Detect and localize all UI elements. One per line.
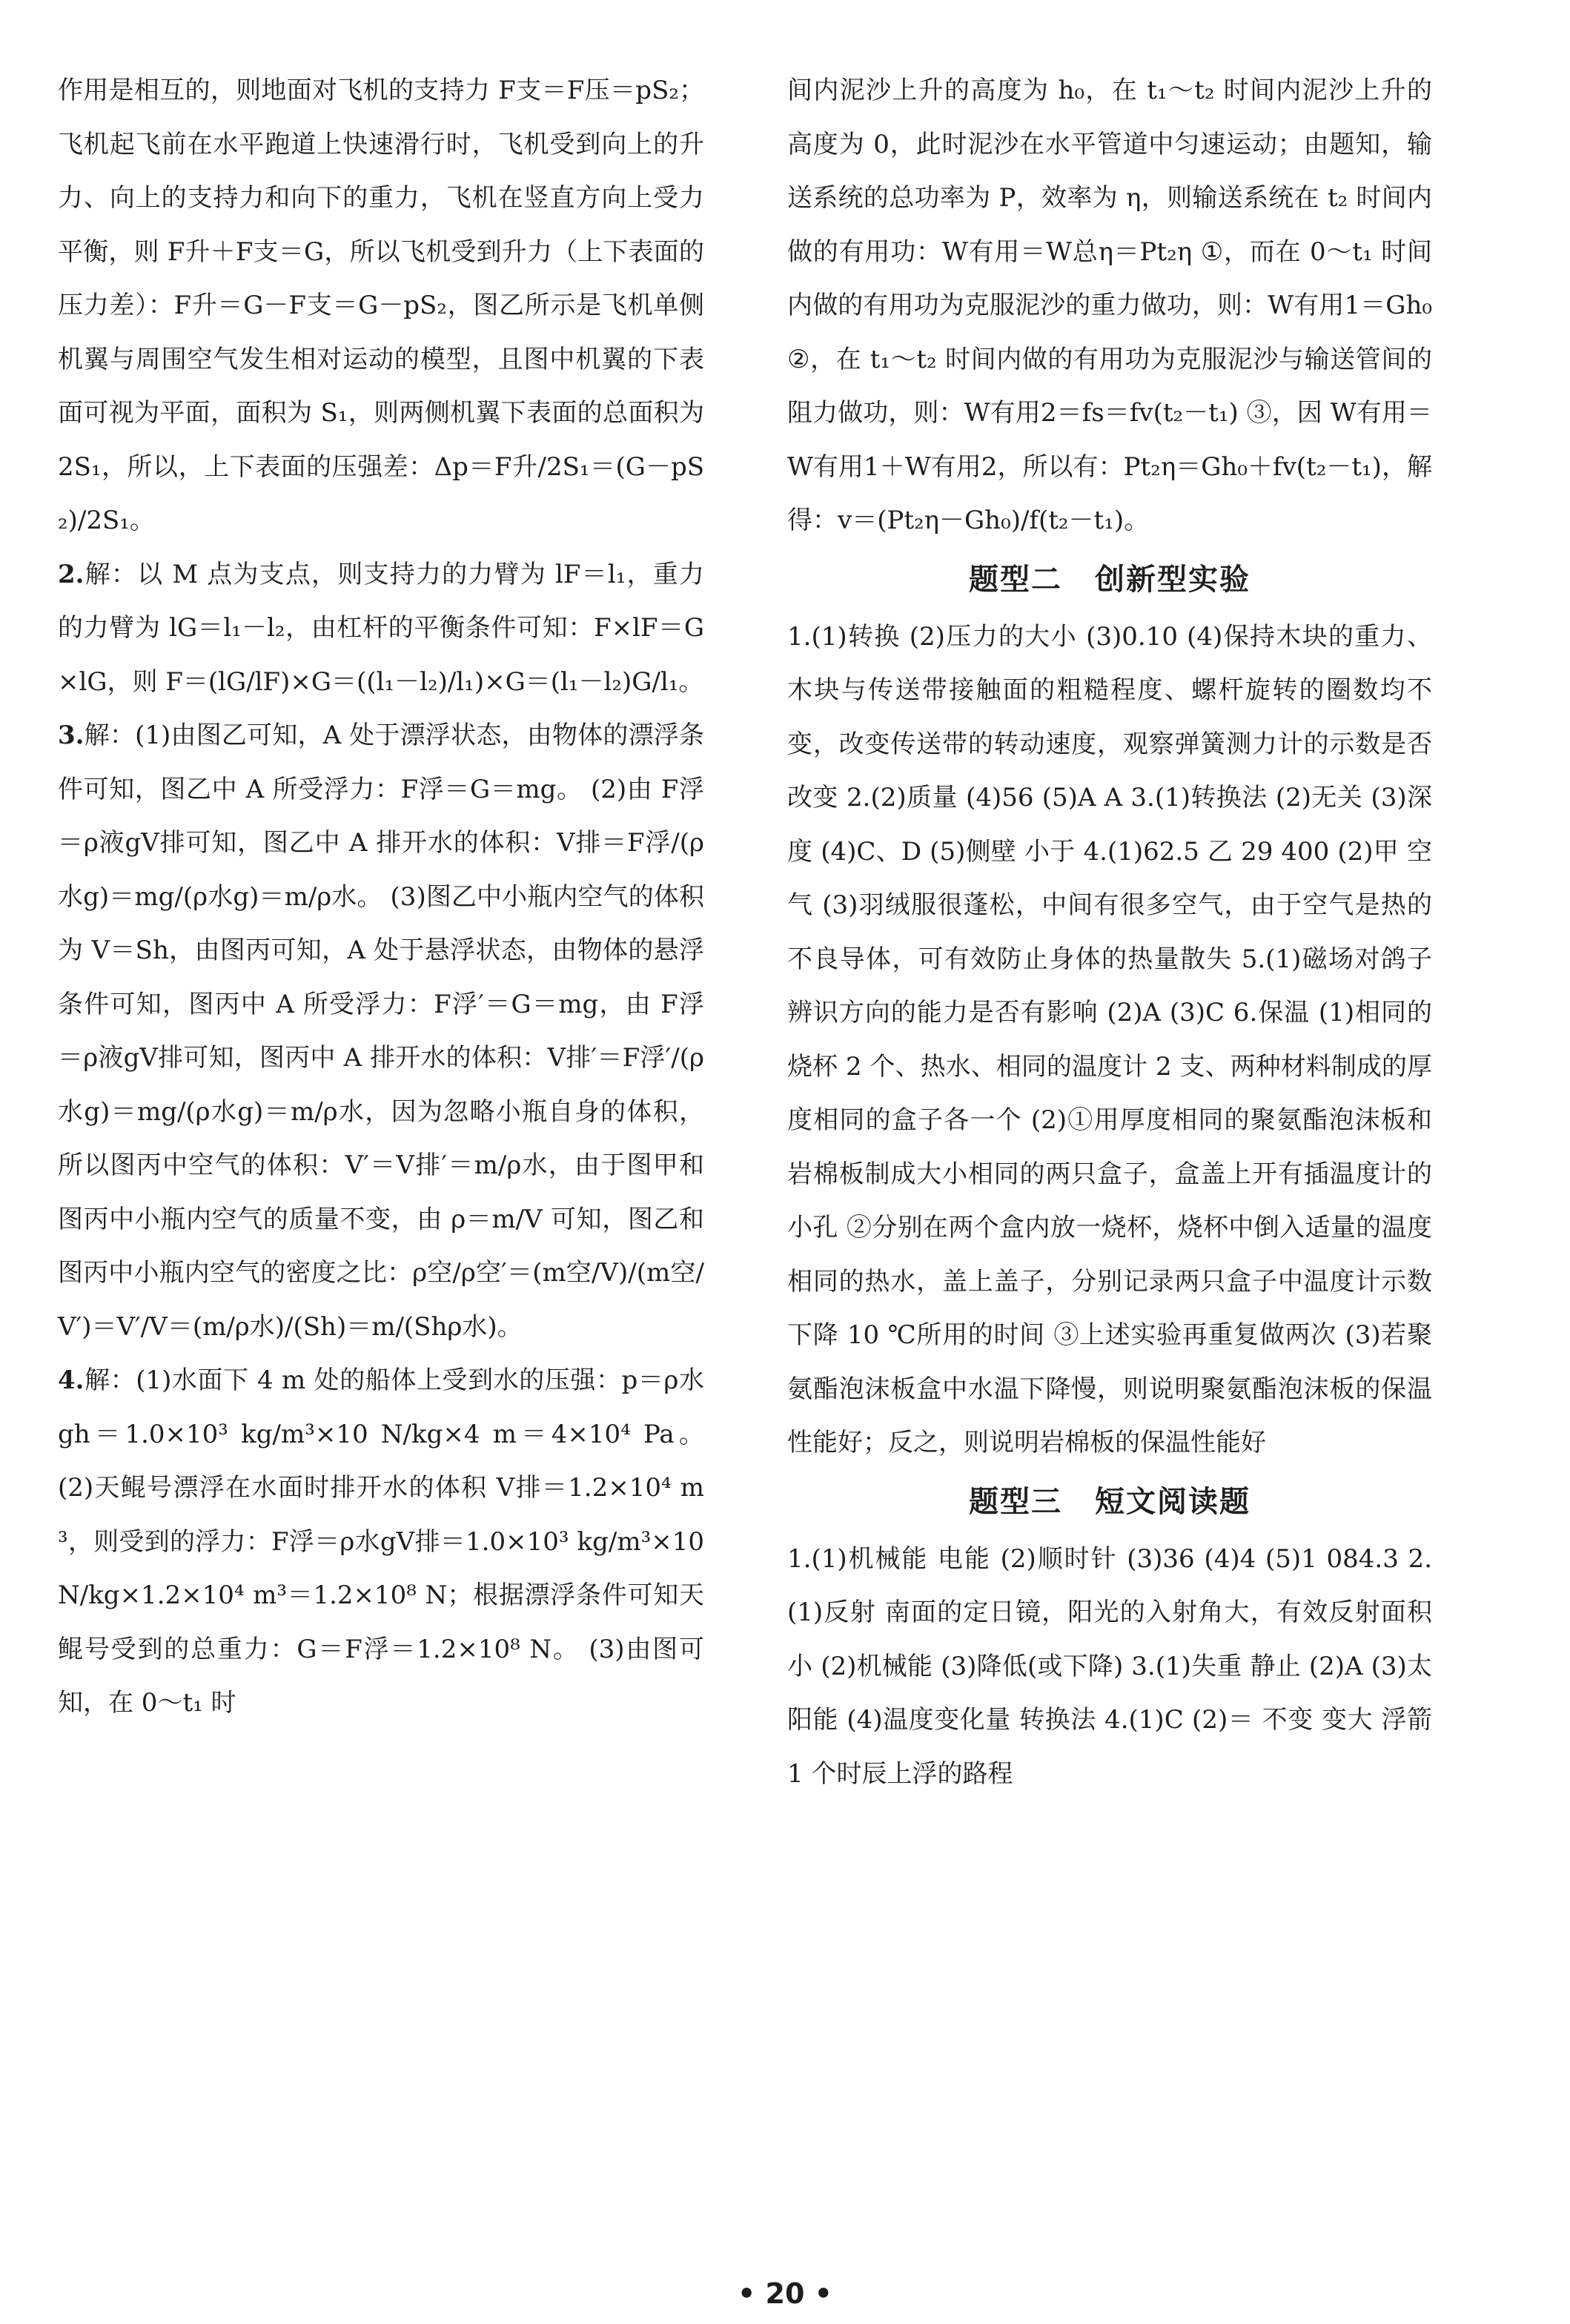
- section-3-answers: 1.(1)机械能 电能 (2)顺时针 (3)36 (4)4 (5)1 084.3 2.(1)反射 南面的定日镜，阳光的入射角大，有效反射面积小 (2)机械能 (3)降低(或下降) 3.(1)失重 静止 (2)A (3)太阳能 (4)温度变化量 转换法 4.(1)C (2)＝ 不变 变大 浮箭 1 个时辰上浮的路程: [787, 1543, 1432, 1789]
- question-number: 2.: [58, 559, 85, 589]
- solution-3: [58, 709, 704, 1354]
- question-number: 4.: [58, 1365, 85, 1395]
- section-heading-short-reading: 题型三 短文阅读题: [969, 1484, 1251, 1519]
- section-2-answers: 1.(1)转换 (2)压力的大小 (3)0.10 (4)保持木块的重力、木块与传送带接触面的粗糙程度、螺杆旋转的圈数均不变，改变传送带的转动速度，观察弹簧测力计的示数是否改变 2.(2)质量 (4)56 (5)A A 3.(1)转换法 (2)无关 (3)深度 (4)C、D (5)侧壁 小于 4.(1)62.5 乙 29 400 (2)甲 空气 (3)羽绒服很蓬松，中间有很多空气，由于空气是热的不良导体，可有效防止身体的热量散失 5.(1)磁场对鸽子辨识方向的能力是否有影响 (2)A (3)C 6.保温 (1)相同的烧杯 2 个、热水、相同的温度计 2 支、两种材料制成的厚度相同的盒子各一个 (2)①用厚度相同的聚氨酯泡沫板和岩棉板制成大小相同的两只盒子，盒盖上开有插温度计的小孔 ②分别在两个盒内放一烧杯，烧杯中倒入适量的温度相同的热水，盖上盖子，分别记录两只盒子中温度计示数下降 10 ℃所用的时间 ③上述实验再重复做两次 (3)若聚氨酯泡沫板盒中水温下降慢，则说明聚氨酯泡沫板的保温性能好；反之，则说明岩棉板的保温性能好: [787, 621, 1432, 1457]
- page-number: • 20 •: [738, 2277, 832, 2310]
- solution-4-text: 解：(1)水面下 4 m 处的船体上受到水的压强：p＝ρ水gh＝1.0×10³ kg/m³×10 N/kg×4 m＝4×10⁴ Pa。 (2)天鲲号漂浮在水面时排开水的体积 V排＝1.2×10⁴ m³，则受到的浮力：F浮＝ρ水gV排＝1.0×10³ kg/m³×10 N/kg×1.2×10⁴ m³＝1.2×10⁸ N；根据漂浮条件可知天鲲号受到的总重力：G＝F浮＝1.2×10⁸ N。 (3)由图可知，在 0～t₁ 时: [58, 1365, 704, 1718]
- left-column: [58, 64, 704, 1730]
- solution-2: [58, 548, 704, 709]
- right-column: [787, 64, 1432, 1801]
- question-number: 3.: [58, 721, 85, 750]
- continued-solution-1: 作用是相互的，则地面对飞机的支持力 F支＝F压＝pS₂；飞机起飞前在水平跑道上快速滑行时，飞机受到向上的升力、向上的支持力和向下的重力，飞机在竖直方向上受力平衡，则 F升＋F支＝G，所以飞机受到升力（上下表面的压力差）：F升＝G－F支＝G－pS₂，图乙所示是飞机单侧机翼与周围空气发生相对运动的模型，且图中机翼的下表面可视为平面，面积为 S₁，则两侧机翼下表面的总面积为 2S₁，所以，上下表面的压强差：Δp＝F升/2S₁＝(G－pS₂)/2S₁。: [58, 76, 704, 535]
- continued-solution-4: 间内泥沙上升的高度为 h₀，在 t₁～t₂ 时间内泥沙上升的高度为 0，此时泥沙在水平管道中匀速运动；由题知，输送系统的总功率为 P，效率为 η，则输送系统在 t₂ 时间内做的有用功：W有用＝W总η＝Pt₂η ①，而在 0～t₁ 时间内做的有用功为克服泥沙的重力做功，则：W有用1＝Gh₀ ②，在 t₁～t₂ 时间内做的有用功为克服泥沙与输送管间的阻力做功，则：W有用2＝fs＝fv(t₂－t₁) ③，因 W有用＝W有用1＋W有用2，所以有：Pt₂η＝Gh₀＋fv(t₂－t₁)，解得：v＝(Pt₂η－Gh₀)/f(t₂－t₁)。: [787, 76, 1432, 535]
- section-heading-innovative-experiment: 题型二 创新型实验: [969, 562, 1251, 597]
- solution-4: [58, 1354, 704, 1730]
- solution-3-text: 解：(1)由图乙可知，A 处于漂浮状态，由物体的漂浮条件可知，图乙中 A 所受浮力：F浮＝G＝mg。 (2)由 F浮＝ρ液gV排可知，图乙中 A 排开水的体积：V排＝F浮/(ρ水g)＝mg/(ρ水g)＝m/ρ水。 (3)图乙中小瓶内空气的体积为 V＝Sh，由图丙可知，A 处于悬浮状态，由物体的悬浮条件可知，图丙中 A 所受浮力：F浮′＝G＝mg，由 F浮＝ρ液gV排可知，图丙中 A 排开水的体积：V排′＝F浮′/(ρ水g)＝mg/(ρ水g)＝m/ρ水，因为忽略小瓶自身的体积，所以图丙中空气的体积：V′＝V排′＝m/ρ水，由于图甲和图丙中小瓶内空气的质量不变，由 ρ＝m/V 可知，图乙和图丙中小瓶内空气的密度之比：ρ空/ρ空′＝(m空/V)/(m空/V′)＝V′/V＝(m/ρ水)/(Sh)＝m/(Shρ水)。: [58, 721, 704, 1342]
- solution-2-text: 解：以 M 点为支点，则支持力的力臂为 lF＝l₁，重力的力臂为 lG＝l₁－l₂，由杠杆的平衡条件可知：F×lF＝G×lG，则 F＝(lG/lF)×G＝((l₁－l₂)/l₁)×G＝(l₁－l₂)G/l₁。: [58, 559, 704, 697]
